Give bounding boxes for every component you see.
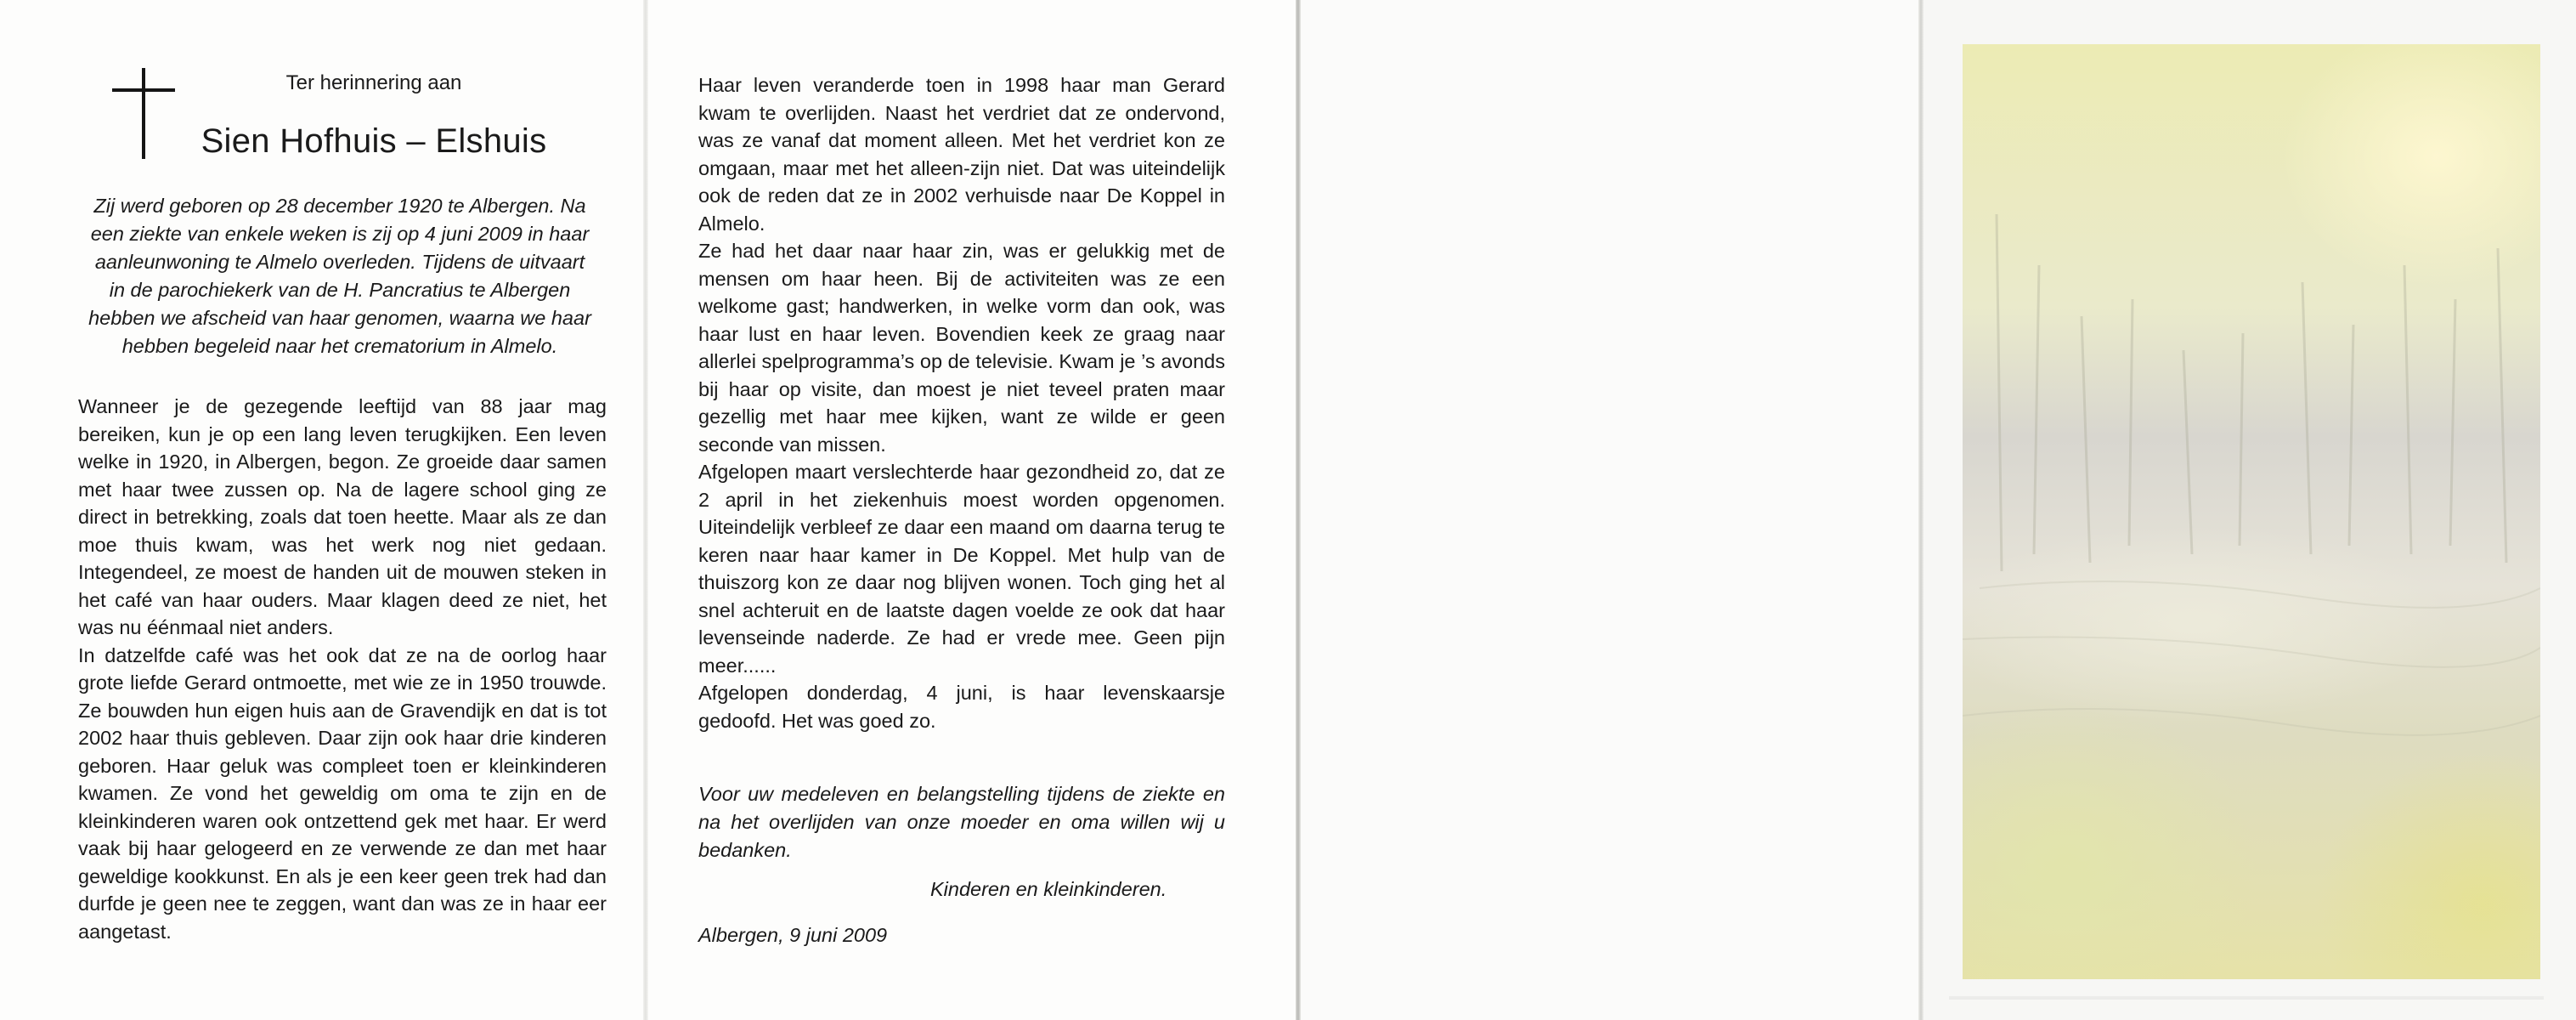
intro-line: hebben we afscheid van haar genomen, waarna we haar (88, 307, 591, 329)
biography-column-2 (698, 71, 1225, 734)
intro-line: Zij werd geboren op 28 december 1920 te Albergen. Na (93, 195, 586, 217)
painting-trees (1963, 44, 2540, 979)
biography-column-1 (78, 393, 607, 945)
biography-paragraph: Afgelopen maart verslechterde haar gezondheid zo, dat ze 2 april in het ziekenhuis moest worden opgenomen. Uiteindelijk verbleef ze daar een maand om daarna terug te keren naar haar kamer in De Koppel. Met hulp van de thuiszorg kon ze daar nog blijven wonen. Toch ging het al snel achteruit en de laatste dagen voelde ze ook dat haar levenseinde naderde. Ze had er vrede mee. Geen pijn meer...... (698, 461, 1225, 677)
intro-line: hebben begeleid naar het crematorium in Almelo. (121, 335, 558, 357)
card-fold (1296, 0, 1301, 1020)
intro-line: een ziekte van enkele weken is zij op 4 juni 2009 in haar (90, 223, 590, 245)
biography-paragraph: Wanneer je de gezegende leeftijd van 88 jaar mag bereiken, kun je op een lang leven terugkijken. Een leven welke in 1920, in Albergen, begon. Ze groeide daar samen met haar twee zussen op. Na de lagere school ging ze direct in betrekking, zoals dat toen heette. Maar als ze dan moe thuis kwam, was het werk nog niet gedaan. Integendeel, ze moest de handen uit de mouwen steken in het café van haar ouders. Maar klagen deed ze niet, het was nu éénmaal niet anders. (78, 395, 607, 638)
intro-line: in de parochiekerk van de H. Pancratius te Albergen (109, 279, 571, 301)
card-edge-shadow (1949, 996, 2544, 1000)
biography-paragraph: Haar leven veranderde toen in 1998 haar man Gerard kwam te overlijden. Naast het verdriet dat ze ondervond, was ze vanaf dat moment alleen. Met het verdriet kon ze omgaan, maar met het alleen-zijn niet. Dat was uiteindelijk ook de reden dat ze in 2002 verhuisde naar De Koppel in Almelo. (698, 74, 1225, 235)
intro-text (70, 192, 610, 360)
intro-line: aanleunwoning te Almelo overleden. Tijdens de uitvaart (94, 251, 585, 273)
biography-paragraph: Ze had het daar naar haar zin, was er gelukkig met de mensen om haar heen. Bij de activiteiten was ze een welkome gast; handwerken, in welke vorm dan ook, was haar lust en haar leven. Bovendien keek ze graag naar allerlei spelprogramma’s op de televisie. Kwam je ’s avonds bij haar op visite, dan moest je niet teveel praten maar gezellig met haar mee kijken, want ze wilde er geen seconde van missen. (698, 240, 1225, 456)
biography-paragraph: Afgelopen donderdag, 4 juni, is haar levenskaarsje gedoofd. Het was goed zo. (698, 682, 1225, 732)
memorial-header: Ter herinnering aan (285, 71, 462, 94)
thanks-text: Voor uw medeleven en belangstelling tijdens de ziekte en na het overlijden van onze moeder en oma willen wij u bedanken. (698, 783, 1225, 861)
card-fold (643, 0, 648, 1020)
biography-paragraph: In datzelfde café was het ook dat ze na de oorlog haar grote liefde Gerard ontmoette, met wie ze in 1950 trouwde. Ze bouwden hun eigen huis aan de Gravendijk en dat is tot 2002 haar thuis gebleven. Daar zijn ook haar drie kinderen geboren. Haar geluk was compleet toen er kleinkinderen kwamen. Ze vond het geweldig om oma te zijn en de kleinkinderen waren ook ontzettend gek met haar. Er werd vaak bij haar gelogeerd en ze verwende ze dan met haar geweldige kookkunst. En als je een keer geen trek had dan durfde je geen nee te zeggen, want dan was ze in haar eer aangetast. (78, 643, 607, 943)
card-fold (1918, 0, 1924, 1020)
place-date: Albergen, 9 juni 2009 (698, 924, 888, 946)
deceased-name: Sien Hofhuis – Elshuis (201, 122, 547, 160)
misty-landscape-painting (1963, 44, 2540, 979)
card-panel-blank (1300, 0, 1922, 1020)
signature: Kinderen en kleinkinderen. (930, 878, 1167, 900)
